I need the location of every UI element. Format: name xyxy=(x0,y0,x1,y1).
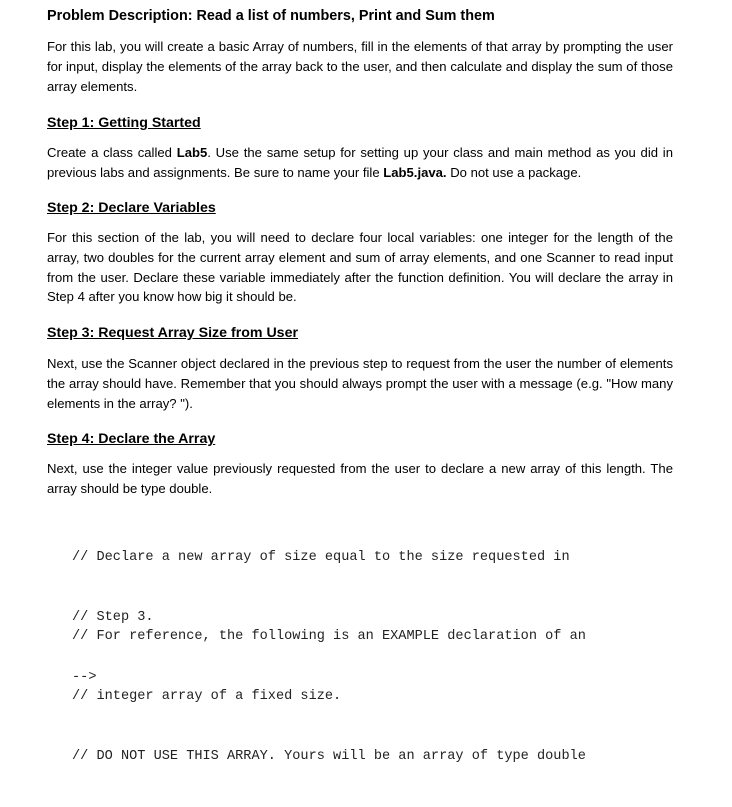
file-name: Lab5.java. xyxy=(383,164,447,180)
page-title: Problem Description: Read a list of numbers, Print and Sum them xyxy=(47,8,495,24)
class-name: Lab5 xyxy=(176,145,208,160)
intro-paragraph: For this lab, you will create a basic Array of numbers, fill in the elements of that array by prompting the user for input, display the elements of the array back to the user, and then calculate and display the sum of those array elements. xyxy=(47,39,673,94)
code-line: // DO NOT USE THIS ARRAY. Yours will be an array of type double xyxy=(72,749,586,764)
step2-paragraph: For this section of the lab, you will need to declare four local variables: one integer for the length of the array, two doubles for the current array element and sum of array elements, and one Scanner to read input from the user. Declare these variable immediately after the function definition. You will declare the array in Step 4 after you know how big it should be. xyxy=(47,230,673,305)
code-block-2 xyxy=(72,587,586,807)
step3-paragraph: Next, use the Scanner object declared in the previous step to request from the user the number of elements the array should have. Remember that you should always prompt the user with a message (e.g. "How many elements in the array? "). xyxy=(47,356,673,411)
code-line: --> xyxy=(72,670,97,685)
step3-heading: Step 3: Request Array Size from User xyxy=(47,325,298,341)
code-line: // integer array of a fixed size. xyxy=(72,689,342,704)
code-line: // Step 3. xyxy=(72,610,154,625)
step1-heading: Step 1: Getting Started xyxy=(47,115,201,131)
step1-paragraph: Create a class called Lab5. Use the same setup for setting up your class and main method as you did in previous labs and assignments. Be sure to name your file Lab5.java. Do not use a package. xyxy=(47,145,673,180)
step4-paragraph: Next, use the integer value previously requested from the user to declare a new array of this length. The array should be type double. xyxy=(47,461,673,496)
code-line: // Declare a new array of size equal to the size requested in xyxy=(72,550,570,565)
step2-heading: Step 2: Declare Variables xyxy=(47,200,216,216)
code-line: // For reference, the following is an EXAMPLE declaration of an xyxy=(72,629,586,644)
step4-heading: Step 4: Declare the Array xyxy=(47,431,216,447)
